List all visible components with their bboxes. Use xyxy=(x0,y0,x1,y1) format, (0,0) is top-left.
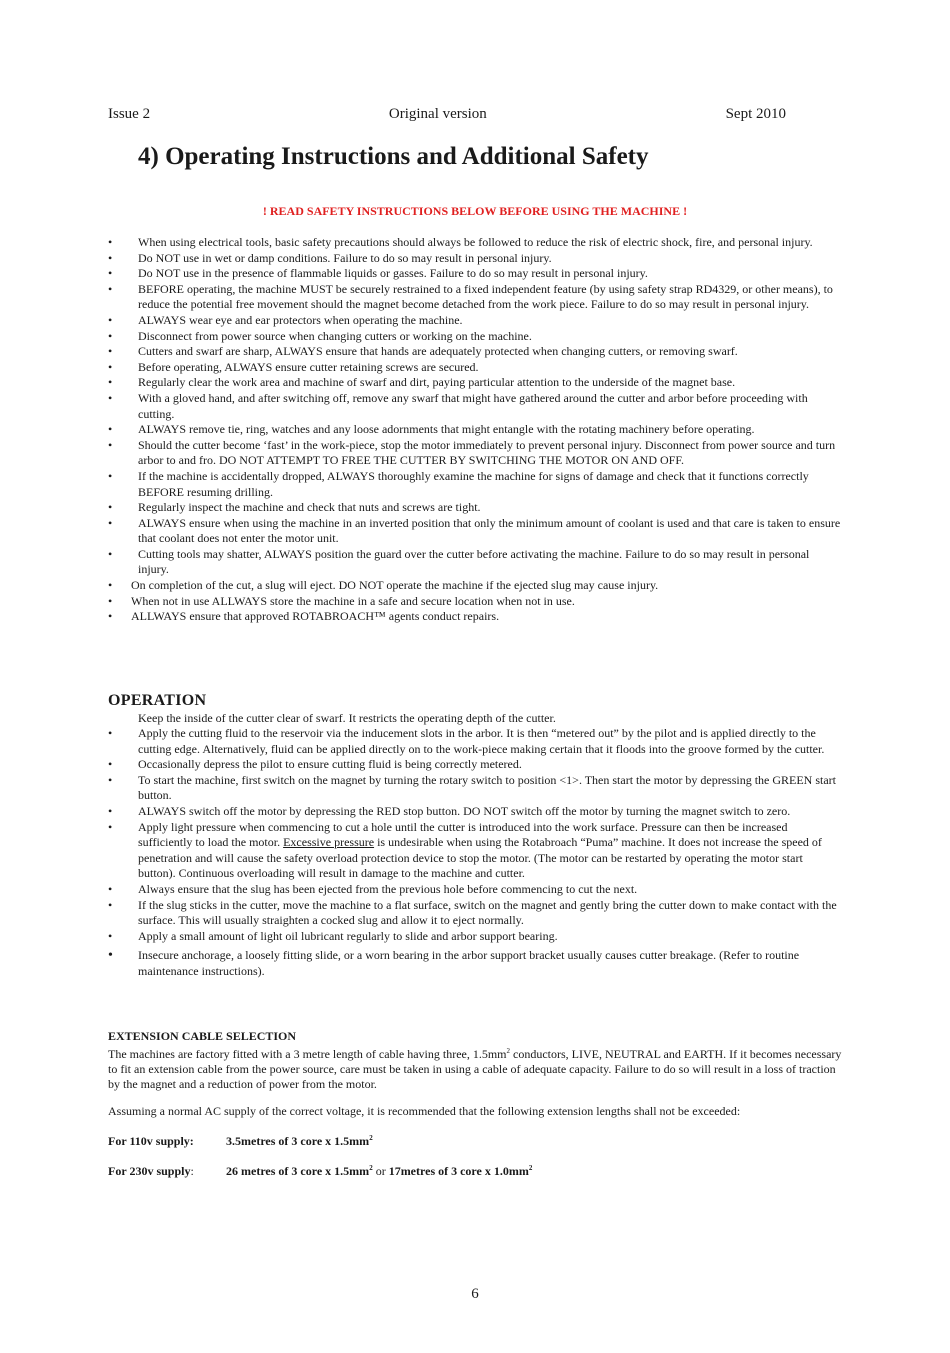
list-item: • When using electrical tools, basic safety precautions should always be followed to reduce the risk of electric shock, fire, and personal injury. xyxy=(108,235,843,251)
extension-cable-body xyxy=(108,1044,843,1093)
supply-110-row xyxy=(108,1134,373,1149)
list-item: • With a gloved hand, and after switching off, remove any swarf that might have gathered around the cutter and arbor before proceeding with cutting. xyxy=(108,391,843,422)
supply-230-label-text: For 230v supply xyxy=(108,1164,191,1178)
list-item: • Cutters and swarf are sharp, ALWAYS ensure that hands are adequately protected when changing cutters, or removing swarf. xyxy=(108,344,843,360)
list-item: • Regularly inspect the machine and check that nuts and screws are tight. xyxy=(108,500,843,516)
extension-body-start: The machines are factory fitted with a 3 metre length of cable having three, 1.5mm xyxy=(108,1047,507,1061)
list-item: • If the slug sticks in the cutter, move the machine to a flat surface, switch on the magnet and gently bring the cutter down to make contact with the surface. This will usually straighten a cocked slug and allow it to eject normally. xyxy=(108,898,838,929)
list-item: • Apply the cutting fluid to the reservoir via the inducement slots in the arbor. It is then “metered out” by the pilot and is applied directly to the cutting edge. Alternatively, fluid can be applied directly on to the work-piece making certain that it floods into the groove formed by the cutter. xyxy=(108,726,838,757)
operation-list xyxy=(108,726,838,980)
extension-body-end: conductors, LIVE, NEUTRAL and EARTH. If it becomes necessary to fit an extension cable from the power source, care must be taken in using a cable of adequate capacity. Failure to do so will result in a loss of traction by the magnet and a reduction of power from the motor. xyxy=(108,1047,842,1092)
list-item: • On completion of the cut, a slug will eject. DO NOT operate the machine if the ejected slug may cause injury. xyxy=(108,578,843,594)
list-item: • Always ensure that the slug has been ejected from the previous hole before commencing to cut the next. xyxy=(108,882,838,898)
superscript: 2 xyxy=(369,1164,373,1172)
pressure-text-start: Apply light pressure when commencing to cut a hole until the cutter is introduced into the work surface. Pressure can then be increased sufficiently to load the motor. xyxy=(138,819,788,850)
supply-230-colon: : xyxy=(190,1164,194,1178)
list-item: • Do NOT use in wet or damp conditions. Failure to do so may result in personal injury. xyxy=(108,251,843,267)
list-item: • ALWAYS switch off the motor by depressing the RED stop button. DO NOT switch off the motor by turning the magnet switch to zero. xyxy=(108,804,838,820)
excessive-pressure-underline: Excessive pressure xyxy=(283,835,375,850)
date-label: Sept 2010 xyxy=(725,106,786,122)
supply-230-label xyxy=(108,1164,226,1179)
operation-heading: OPERATION xyxy=(108,692,207,709)
supply-110-value xyxy=(226,1134,373,1149)
operation-intro: Keep the inside of the cutter clear of swarf. It restricts the operating depth of the cutter. xyxy=(138,711,556,725)
list-item: • Insecure anchorage, a loosely fitting slide, or a worn bearing in the arbor support bracket usually causes cutter breakage. (Refer to routine maintenance instructions). xyxy=(108,948,838,979)
safety-warning: ! READ SAFETY INSTRUCTIONS BELOW BEFORE USING THE MACHINE ! xyxy=(262,204,688,218)
supply-230-row xyxy=(108,1164,532,1179)
supply-230-text-b: 17metres of 3 core x 1.0mm xyxy=(388,1164,529,1178)
safety-list xyxy=(108,235,843,625)
list-item: • ALLWAYS ensure that approved ROTABROACH™ agents conduct repairs. xyxy=(108,609,843,625)
list-item: • ALWAYS wear eye and ear protectors when operating the machine. xyxy=(108,313,843,329)
supply-230-or: or xyxy=(372,1164,389,1178)
list-item: • Disconnect from power source when changing cutters or working on the machine. xyxy=(108,329,843,345)
list-item: • ALWAYS remove tie, ring, watches and any loose adornments that might entangle with the rotating machinery before operating. xyxy=(108,422,843,438)
list-item: • BEFORE operating, the machine MUST be securely restrained to a fixed independent feature (by using safety strap RD4329, or other means), to reduce the potential free movement should the magnet become detached from the work piece. Failure to do so may result in personal injury. xyxy=(108,282,843,313)
list-item xyxy=(108,820,838,882)
supply-230-value xyxy=(226,1164,532,1179)
list-item: • Should the cutter become ‘fast’ in the work-piece, stop the motor immediately to prevent personal injury. Disconnect from power source and turn arbor to and fro. DO NOT ATTEMPT TO FREE THE CUTTER BY SWITCHING THE MOTOR ON AND OFF. xyxy=(108,438,843,469)
page-title: 4) Operating Instructions and Additional Safety xyxy=(138,143,649,170)
extension-assumption: Assuming a normal AC supply of the correct voltage, it is recommended that the following extension lengths shall not be exceeded: xyxy=(108,1104,741,1118)
list-item: • ALWAYS ensure when using the machine in an inverted position that only the minimum amount of coolant is used and that care is taken to ensure that coolant does not enter the motor unit. xyxy=(108,516,843,547)
pressure-text-end: is undesirable when using the Rotabroach “Puma” machine. It does not increase the speed of penetration and will cause the safety overload protection device to stop the motor. (The motor can be restarted by operating the motor start button). Continuous overloading will result in damage to the machine and cutter. xyxy=(138,835,822,881)
supply-110-label: For 110v supply: xyxy=(108,1134,194,1148)
list-item: • Occasionally depress the pilot to ensure cutting fluid is being correctly metered. xyxy=(108,757,838,773)
list-item: • To start the machine, first switch on the magnet by turning the rotary switch to position <1>. Then start the motor by depressing the GREEN start button. xyxy=(108,773,838,804)
list-item: • If the machine is accidentally dropped, ALWAYS thoroughly examine the machine for signs of damage and check that it functions correctly BEFORE resuming drilling. xyxy=(108,469,843,500)
version-label: Original version xyxy=(388,106,487,122)
supply-110-text: 3.5metres of 3 core x 1.5mm xyxy=(226,1134,370,1148)
superscript: 2 xyxy=(506,1047,511,1055)
list-item: • Apply a small amount of light oil lubricant regularly to slide and arbor support bearing. xyxy=(108,929,838,945)
extension-cable-heading: EXTENSION CABLE SELECTION xyxy=(108,1029,297,1043)
supply-230-text-a: 26 metres of 3 core x 1.5mm xyxy=(226,1164,370,1178)
list-item: • Do NOT use in the presence of flammable liquids or gasses. Failure to do so may result in personal injury. xyxy=(108,266,843,282)
issue-label: Issue 2 xyxy=(108,106,151,122)
superscript: 2 xyxy=(528,1164,533,1172)
superscript: 2 xyxy=(369,1134,373,1142)
page-header xyxy=(108,106,786,123)
list-item: • Before operating, ALWAYS ensure cutter retaining screws are secured. xyxy=(108,360,843,376)
list-item: • When not in use ALLWAYS store the machine in a safe and secure location when not in use. xyxy=(108,594,843,610)
page-number: 6 xyxy=(471,1286,479,1302)
list-item: • Regularly clear the work area and machine of swarf and dirt, paying particular attention to the underside of the magnet base. xyxy=(108,375,843,391)
list-item: • Cutting tools may shatter, ALWAYS position the guard over the cutter before activating the machine. Failure to do so may result in personal injury. xyxy=(108,547,843,578)
